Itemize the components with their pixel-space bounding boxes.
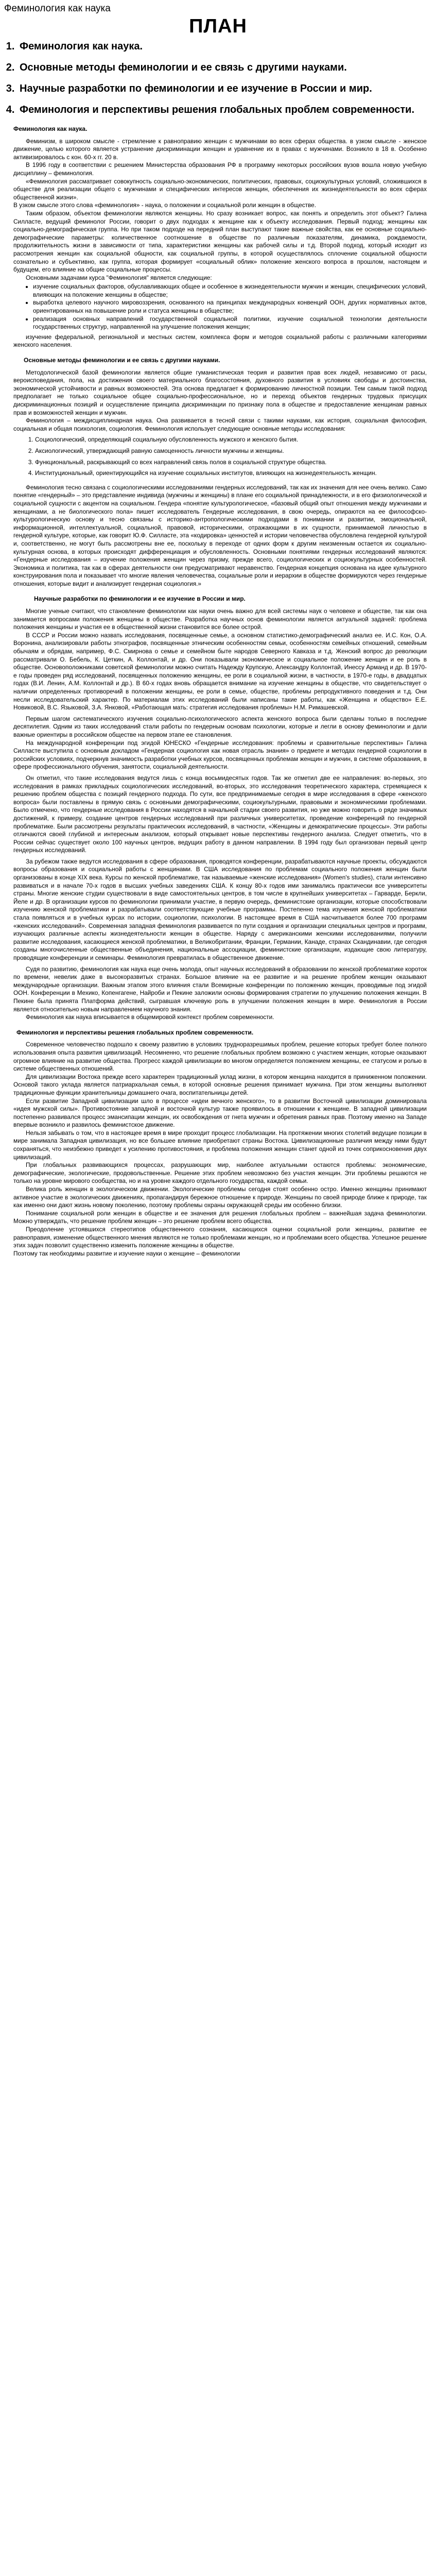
paragraph: Феминология – междисциплинарная наука. Она развивается в тесной связи с такими науками, как история, социальная философия, социальная и общая психология, социология. Феминология использует следующие основные методы исследования: [13, 417, 427, 432]
paragraph: За рубежом также ведутся исследования в сфере образования, проводятся конференции, разрабатываются научные проекты, обсуждаются вопросы образования и социальной работы с женщинами. В США исследования по проблемам социального положения женщин были организованы в конце XIX века. Курсы по женской проблематике, так называемые «женские исследования» (Women's studies), стали интенсивно развиваться и в начале 70-х годов в высших учебных заведениях США. К концу 80-х годов ими занимались практически все университеты страны. Многие женские студии существовали в виде самостоятельных центров, в том числе в крупнейших университетах – Гарварде, Беркли, Йеле и др. В организации курсов по феминологии принимали участие, в первую очередь, феминистские организации, которые способствовали изучению женской проблематики и разрабатывали соответствующие учебные программы. Постепенно тема изучения женской проблематики стала появляться и в учебных курсах по истории, социологии, психологии. В настоящее время в США насчитывается более 700 программ «женских исследований». Современная западная феминология развивается по пути создания и организации специальных центров и программ, изучающих различные аспекты жизнедеятельности женщин в обществе. Наряду с американскими женскими исследованиями, получили развитие исследования, касающиеся женской проблематики, в Великобритании, Франции, Германии, Канаде, странах Скандинавии, где сегодня созданы многочисленные общественные объединения, национальные ассоциации, феминистские организации, издающие свою литературу, проводящие конференции и семинары. Феминология превратилась в общественное движение. [13, 857, 427, 961]
section-heading: Феминология как наука. [13, 125, 88, 132]
paragraph: На международной конференции под эгидой ЮНЕСКО «Гендерные исследования: проблемы и сравнительные перспективы» Галина Силласте выступила с основным докладом «Гендерная социология как новая отрасль знания» о предмете и методах гендерной социологии в российских условиях, подчеркнув значимость разработки учебных курсов, посвященных проблемам женщин и мужчин, в системе образования, в сфере профессионального обучения, занятости, социальной деятельности. [13, 739, 427, 771]
section-heading: Феминология и перспективы решения глобальных проблем современности. [16, 1028, 254, 1036]
paragraph: Судя по развитию, феминология как наука еще очень молода, опыт научных исследований в образовании по женской проблематике короток по времени, невелик даже в высокоразвитых странах. Большое влияние на ее развитие и на решение проблем женщин оказывают международные организации. Важным этапом этого влияния стали Всемирные конференции по положению женщин, проводимые под эгидой ООН. Конференции в Мехико, Копенгагене, Найроби и Пекине заложили основы формирования стратегии по улучшению положения женщин. В Пекине была принята Платформа действий, сыгравшая ключевую роль в улучшении положения женщин в мире. Феминология в России является относительно новым направлением научного знания. [13, 965, 427, 1013]
paragraph: Феминизм, в широком смысле - стремление к равноправию женщин с мужчинами во всех сферах общества. в узком смысле - женское движение, целью которого является устранение дискриминации женщин и уравнение их в правах с мужчинами. Возникло в 18 в. Особенно активизировалось с кон. 60-х гг. 20 в. [13, 137, 427, 161]
plan-heading: ПЛАН [189, 15, 247, 37]
paragraph: Феминология тесно связана с социологическими исследованиями гендерных исследований, так как их значения для нее очень велико. Само понятие «гендерный» – это представление индивида (мужчины и женщины) в плане его социальной принадлежности, и в его физиологической и социальной сущности с акцентом на социальном. Гендера «понятие культурологическое, «базовый общий опыт отношения между мужчинами и женщинами, а не биологического пола» пишет исследователь Гендерные исследования, в свою очередь, опираются на ее философско-культурологическую основу и тесно связаны с историко-антропологическими подходами в понимании и развитии, эмоциональной, информационной, интеллектуальной, социальной, правовой, историческими, отражающими в их сущности, принимаемой личностью в гендерной культуре, которые, как говорит Ю.Ф. Силласте, эта «кодировка» ценностей и истории человечества обусловлена гендерной культурой и, соответственно, не могут быть рассмотрены вне ее, поскольку в переходе от одних форм к другим неизменным остается их социально-культурная основа, в которых происходят дифференциация и обусловленность. Основными понятиями гендерных исследований являются: «Гендерные исследования – изучение положения женщин через призму, прежде всего, социологических и социокультурных особенностей. Экономика и политика, так как в сферах деятельности они предусматривают неравенство. Гендерная концепция основана на идее культурного конструирования пола и показывает что многие явления человечества, социальные роли и иерархии в обществе формируются через гендерные отношения, которые видит и анализирует гендерная социология.» [13, 483, 427, 587]
paragraph: Таким образом, объектом феминологии являются женщины. Но сразу возникает вопрос, как понять и определить этот объект? Галина Силласте, ведущий феминолог России, говорит о двух подходах к женщине как к объекту исследования. Первый подход: женщины как социально-демографическая группа. Но при таком подходе на передний план выступают такие важные свойства, как ее основные социально-демографические параметры: количественное соотношение в обществе по различным показателям, динамика, рождаемости, продолжительность жизни в зависимости от типа, характеристики женщины как рабочей силы и т.д. Второй подход, который исходит из рассмотрения женщин как социальной общности, как социальной группы, в которой осуществлялось сплочение социальной общности сознательно и субъективно, как группа, которая формирует «социальный облик» положение женского вопроса в прошлом, настоящем и будущем, его влияние на общие социальные процессы. [13, 209, 427, 274]
document-body [0, 125, 436, 1258]
paragraph: В СССР и России можно назвать исследования, посвященные семье, а основном статистико-демографический анализ ее. И.С. Кон, О.А. Воронина, анализировали работы этнографов, посвященные этническим особенностям семьи, особенностям семейных отношений, семейным обычаям и обрядам, например, Ф.С. Смирнова о семье и семейном быте народов Северного Кавказа и т.д. Женский вопрос до революции рассматривали О. Бебель, К. Цеткин, А. Коллонтай, и др. Они показывали экономическое и социальное положение женщин и ее роль в обществе. Основоположниками советской феминологии можно считать Надежду Крупскую, Александру Коллонтай, Инессу Арманд и др. В 1970-е годы проведен ряд исследований, посвященных положению женщины, ее роли в социальной жизни, в частности, в 1970-е годы, в двадцатых годах (В.И. Ленин, А.М. Коллонтай и др.). В 60-х годах вновь обращается внимание на изучение женщины в обществе, что свидетельствует о наличии определенных противоречий в положении женщины, ее роли в семье, обществе, проблемы репродуктивного поведения и т.д. Они несли исследовательский характер. По материалам этих исследований были написаны такие работы, как «Женщина и общество» Е.Е. Новиковой, В.С. Языковой, З.А. Янковой, «Работающая мать: стратегия исследования проблемы» Н.М. Римашевской. [13, 631, 427, 711]
section-heading: Основные методы феминологии и ее связь с другими науками. [24, 357, 220, 364]
paragraph: Феминология как наука вписывается в общемировой контекст проблем современности. [26, 1013, 274, 1021]
document [0, 3, 436, 1258]
numbered-list [24, 436, 427, 477]
paragraph: Современное человечество подошло к своему развитию в условиях трудноразрешимых проблем, решение которых требует более полного использования опыта развития цивилизаций. Несомненно, что решение глобальных проблем возможно с участием женщин, которые оказывают огромное влияние на развитие общества. Прогресс каждой цивилизации во многом определяется положением женщины, ее статусом и ролью в системе общественных отношений. [13, 1041, 427, 1073]
paragraph: В узком смысле этого слова «феминология» - наука, о положении и социальной роли женщин в обществе. [13, 201, 317, 209]
section-heading: Научные разработки по феминологии и ее изучение в России и мир. [34, 595, 246, 603]
bullet-list [24, 283, 427, 331]
list-item: • изучение социальных факторов, обуславливающих общее и особенное в жизнедеятельности мужчин и женщин, специфических условий, влияющих на положение женщины в обществе; [33, 283, 427, 299]
paragraph: изучение федеральной, региональной и местных систем, комплекса форм и методов социальной работы с различными категориями женского населения. [13, 333, 427, 349]
list-item: 1. Социологический, определяющий социальную обусловленность мужского и женского бытия. [35, 436, 427, 444]
paragraph: Первым шагом систематического изучения социально-психологического аспекта женского вопроса были сделаны только в последние десятилетия. Одним из таких исследований стали работы по гендерным основам психологии, которые и легли в основу феминологии и дали важные ориентиры в российском обществе на первом этапе ее становления. [13, 715, 427, 738]
list-item: 4. Институциональный, ориентирующийся на изучение социальных институтов, влияющих на жизнедеятельность женщин. [35, 469, 427, 478]
paragraph: Основными задачами курса "Феминология" является следующие: [26, 274, 212, 281]
paragraph: Нельзя забывать о том, что в настоящее время в мире проходит процесс глобализации. На протяжении многих столетий ведущие позиции в мире занимала Западная цивилизация, но все большее влияние приобретают страны Востока. Цивилизационные различия между ними будут сохраняться, что неизбежно приведет к усилению противостояния, и проблема положения женщин станет одной из точек соприкосновения двух цивилизаций. [13, 1129, 427, 1161]
paragraph: Для цивилизации Востока прежде всего характерен традиционный уклад жизни, в котором женщина находится в приниженном положении. Основой такого уклада является патриархальная семья, в которой основные решения принимает мужчина. При этом женщины выполняют традиционные функции хранительницы домашнего очага, воспитательницы детей. [13, 1073, 427, 1096]
toc-item: 2. Основные методы феминологии и ее связь с другими науками. [18, 62, 436, 74]
paragraph: Многие ученые считают, что становление феминологии как науки очень важно для всей системы наук о человеке и обществе, так как она занимается вопросами положения женщины в обществе. Разработка научных основ феминологии является актуальной задачей: проблема положения женщины и участия ее в общественной жизни становится все более острой. [13, 607, 427, 631]
list-item: • реализация основных направлений государственной социальной политики, изучение социальной технологии деятельности государственных структур, направленной на улучшение положения женщин; [33, 315, 427, 331]
toc-item: 1. Феминология как наука. [18, 41, 436, 53]
toc-item: 4. Феминология и перспективы решения глобальных проблем современности. [18, 104, 436, 116]
paragraph: Поэтому так необходимы развитие и изучение науки о женщине – феминологии [13, 1249, 240, 1257]
list-item: • выработка целевого научного мировоззрения, основанного на принципах международных конвенций ООН, других нормативных актов, ориентированных на повышение роли и статуса женщины в обществе; [33, 299, 427, 315]
paragraph: Велика роль женщин в экологическом движении. Экологические проблемы сегодня стоят особенно остро. Именно женщины принимают активное участие в экологических движениях, пропагандируя бережное отношение к природе. Женщины по своей природе ближе к природе, так как именно они дают жизнь новому поколению, поэтому проблемы охраны окружающей среды им особенно близки. [13, 1185, 427, 1209]
toc-item: 3. Научные разработки по феминологии и ее изучение в России и мир. [18, 83, 436, 95]
paragraph: Методологической базой феминологии является общие гуманистическая теория и развития прав всех людей, независимо от расы, вероисповедания, пола, на достижения своего материального благосостояния, духовного развития в условиях свободы и достоинства, экономической устойчивости и равных возможностей. Эта основа предлагает к формированию личностной позиции. Тем самым такой подход предполагает не только социальное общее социально-профессиональное, но и переход объектов гендерных трудовых присущих дискриминационных позиций и осуществление принципа дискриминации по признаку пола в обществе и предоставление женщинам равных прав и возможностей женщин и мужчин. [13, 368, 427, 416]
paragraph: При глобальных развивающихся процессах, разрушающих мир, наиболее актуальными остаются проблемы: экономические, демографические, экологические, продовольственные. Решение этих проблем невозможно без участия женщин. Эти проблемы решаются не только на уровне мирового сообщества, но и на уровне каждого отдельного государства, каждой семьи. [13, 1161, 427, 1185]
paragraph: Понимание социальной роли женщин в обществе и ее значения для решения глобальных проблем – важнейшая задача феминологии. Можно утверждать, что решение проблем женщин – это решение проблем всего общества. [13, 1209, 427, 1225]
table-of-contents [0, 41, 436, 116]
list-item: 2. Аксиологический, утверждающий равную самоценность личности мужчины и женщины. [35, 447, 427, 455]
paragraph: «Феминология рассматривает совокупность социально-экономических, политических, правовых, социокультурных условий, сложившихся в обществе для реализации общего с мужчинами и специфических интересов женщин, обеспечения их жизнедеятельности во всех сферах общественной жизни». [13, 177, 427, 201]
paragraph: В 1996 году в соответствии с решением Министерства образования РФ в программу некоторых российских вузов вошла новую учебную дисциплину – феминология. [13, 161, 427, 177]
list-item: 3. Функциональный, раскрывающий со всех направлений связь полов в социальной структуре общества. [35, 459, 427, 467]
document-title: Феминология как наука [4, 3, 111, 14]
paragraph: Если развитие Западной цивилизации шло в процессе «идеи вечного женского», то в развитии Восточной цивилизации доминировала «идея мужской силы». Противостояние западной и восточной культур также проявилось в отношении к женщине. В западной цивилизации постепенно развивался процесс эмансипации женщин, их освобождения от гнета мужчин и обретения равных прав. Поэтому именно на Западе впервые возникло и развилось феминистское движение. [13, 1097, 427, 1129]
paragraph: Преодоление устоявшихся стереотипов общественного сознания, касающихся оценки социальной роли женщины, развитие ее равноправия, изменение общественного мнения являются не только проблемами женщин, но и проблемами всего общества. Успешное решение этих задач позволит существенно изменить положение женщины в обществе. [13, 1226, 427, 1249]
paragraph: Он отметил, что такие исследования ведутся лишь с конца восьмидесятых годов. Так же отметил две ее направления: во-первых, это исследования в рамках прикладных социологических исследований, во-вторых, это исследования теоретического характера, стремящиеся к решению проблем общества с позиций гендерного подхода. По сути, все предпринимаемые сегодня в мире исследования в сфере «женского вопроса» были поставлены в прямую связь с основными демографическими, социокультурными, правовыми и экономическими проблемами. Было отмечено, что гендерные исследования в России находятся в начальной стадии своего развития, но уже можно говорить о ряде значимых достижений, к примеру, создание центров гендерных исследований при различных университетах, проведение конференций по гендерной проблематике. Были рассмотрены результаты практических исследований, в частности, «Женщины и демократические процессы». Эти работы отличаются своей глубиной и интересным анализом, который открывает новые перспективы гендерного анализа. Следует отметить, что в России сейчас существует около 100 научных центров, ведущих работу в данном направлении. В 1994 году был организован первый центр гендерных исследований. [13, 774, 427, 854]
